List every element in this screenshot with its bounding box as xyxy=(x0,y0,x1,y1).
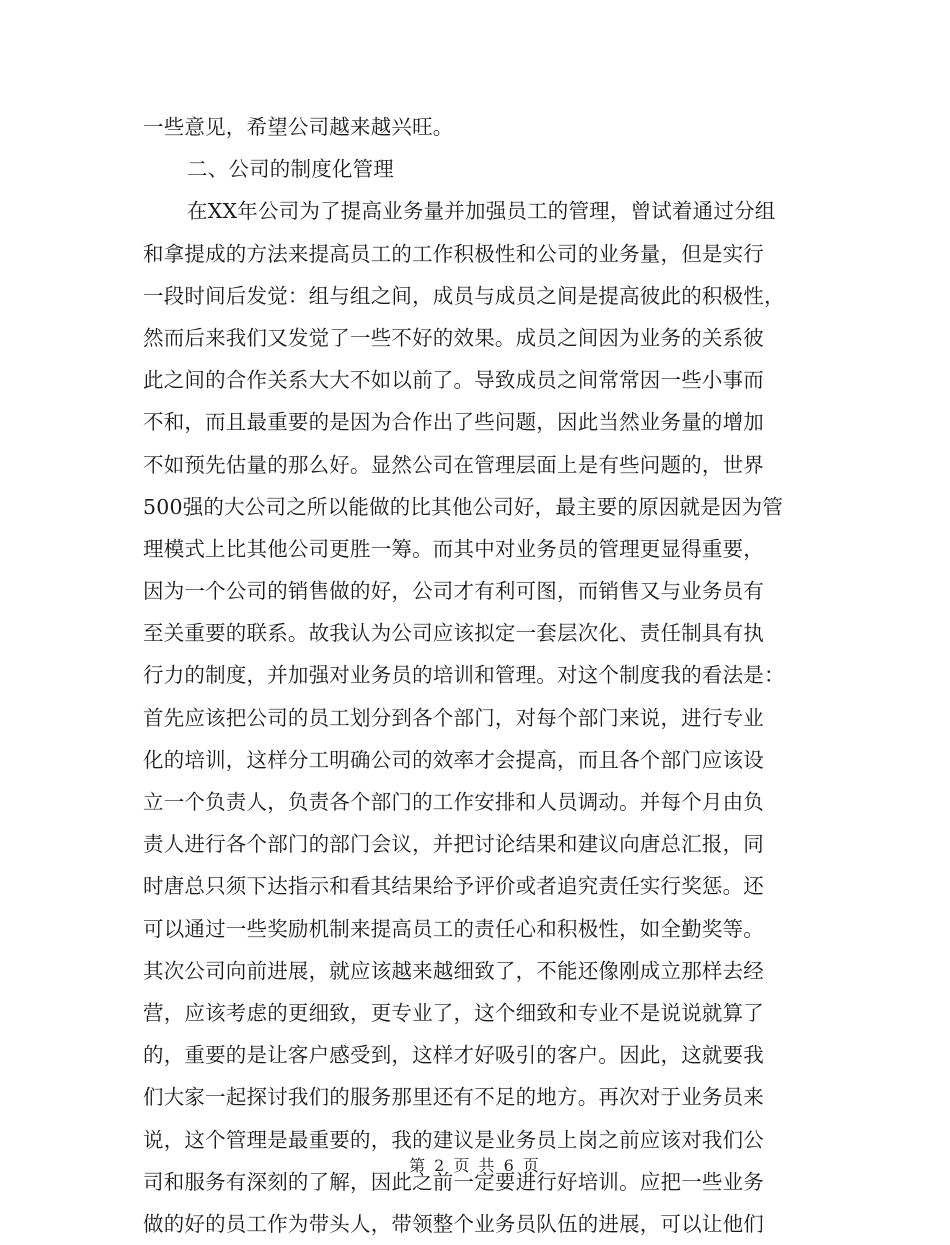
text-line: 至关重要的联系。故我认为公司应该拟定一套层次化、责任制具有执 xyxy=(143,621,764,646)
text-line: 行力的制度，并加强对业务员的培训和管理。对这个制度我的看法是： xyxy=(143,663,785,688)
text-line: 一些意见，希望公司越来越兴旺。 xyxy=(143,115,454,139)
text-line: 首先应该把公司的员工划分到各个部门，对每个部门来说，进行专业 xyxy=(143,705,764,730)
text-line: 营，应该考虑的更细致，更专业了，这个细致和专业不是说说就算了 xyxy=(143,1000,764,1025)
text-line: 说，这个管理是最重要的，我的建议是业务员上岗之前应该对我们公 xyxy=(143,1127,764,1152)
body-text xyxy=(143,106,813,1245)
text-line: 500强的大公司之所以能做的比其他公司好，最主要的原因就是因为管 xyxy=(143,494,784,519)
text-line: 责人进行各个部门的部门会议，并把讨论结果和建议向唐总汇报，同 xyxy=(143,832,764,857)
page-number-footer: 第 2 页 共 6 页 xyxy=(409,1156,541,1175)
text-line: 不如预先估量的那么好。显然公司在管理层面上是有些问题的，世界 xyxy=(143,452,764,477)
text-line: 时唐总只须下达指示和看其结果给予评价或者追究责任实行奖惩。还 xyxy=(143,874,764,899)
section-heading: 二、公司的制度化管理 xyxy=(187,157,394,182)
text-line: 然而后来我们又发觉了一些不好的效果。成员之间因为业务的关系彼 xyxy=(143,325,764,350)
text-line: 一段时间后发觉：组与组之间，成员与成员之间是提高彼此的积极性， xyxy=(143,283,785,308)
text-line: 因为一个公司的销售做的好，公司才有利可图，而销售又与业务员有 xyxy=(143,579,764,604)
text-line: 司和服务有深刻的了解，因此之前一定要进行好培训。应把一些业务 xyxy=(143,1169,764,1194)
text-line: 此之间的合作关系大大不如以前了。导致成员之间常常因一些小事而 xyxy=(143,368,764,393)
text-line: 的，重要的是让客户感受到，这样才好吸引的客户。因此，这就要我 xyxy=(143,1043,764,1068)
text-line: 化的培训，这样分工明确公司的效率才会提高，而且各个部门应该设 xyxy=(143,747,764,772)
text-line: 和拿提成的方法来提高员工的工作积极性和公司的业务量，但是实行 xyxy=(143,241,764,266)
text-line: 不和，而且最重要的是因为合作出了些问题，因此当然业务量的增加 xyxy=(143,410,764,435)
text-line: 其次公司向前进展，就应该越来越细致了，不能还像刚成立那样去经 xyxy=(143,958,764,983)
text-line: 可以通过一些奖励机制来提高员工的责任心和积极性，如全勤奖等。 xyxy=(143,916,764,941)
text-line: 们大家一起探讨我们的服务那里还有不足的地方。再次对于业务员来 xyxy=(143,1085,764,1110)
text-line: 立一个负责人，负责各个部门的工作安排和人员调动。并每个月由负 xyxy=(143,790,764,814)
paragraph-first-line: 在XX年公司为了提高业务量并加强员工的管理，曾试着通过分组 xyxy=(187,199,776,224)
text-line: 理模式上比其他公司更胜一筹。而其中对业务员的管理更显得重要， xyxy=(143,536,764,561)
text-line: 做的好的员工作为带头人，带领整个业务员队伍的进展，可以让他们 xyxy=(143,1211,764,1236)
